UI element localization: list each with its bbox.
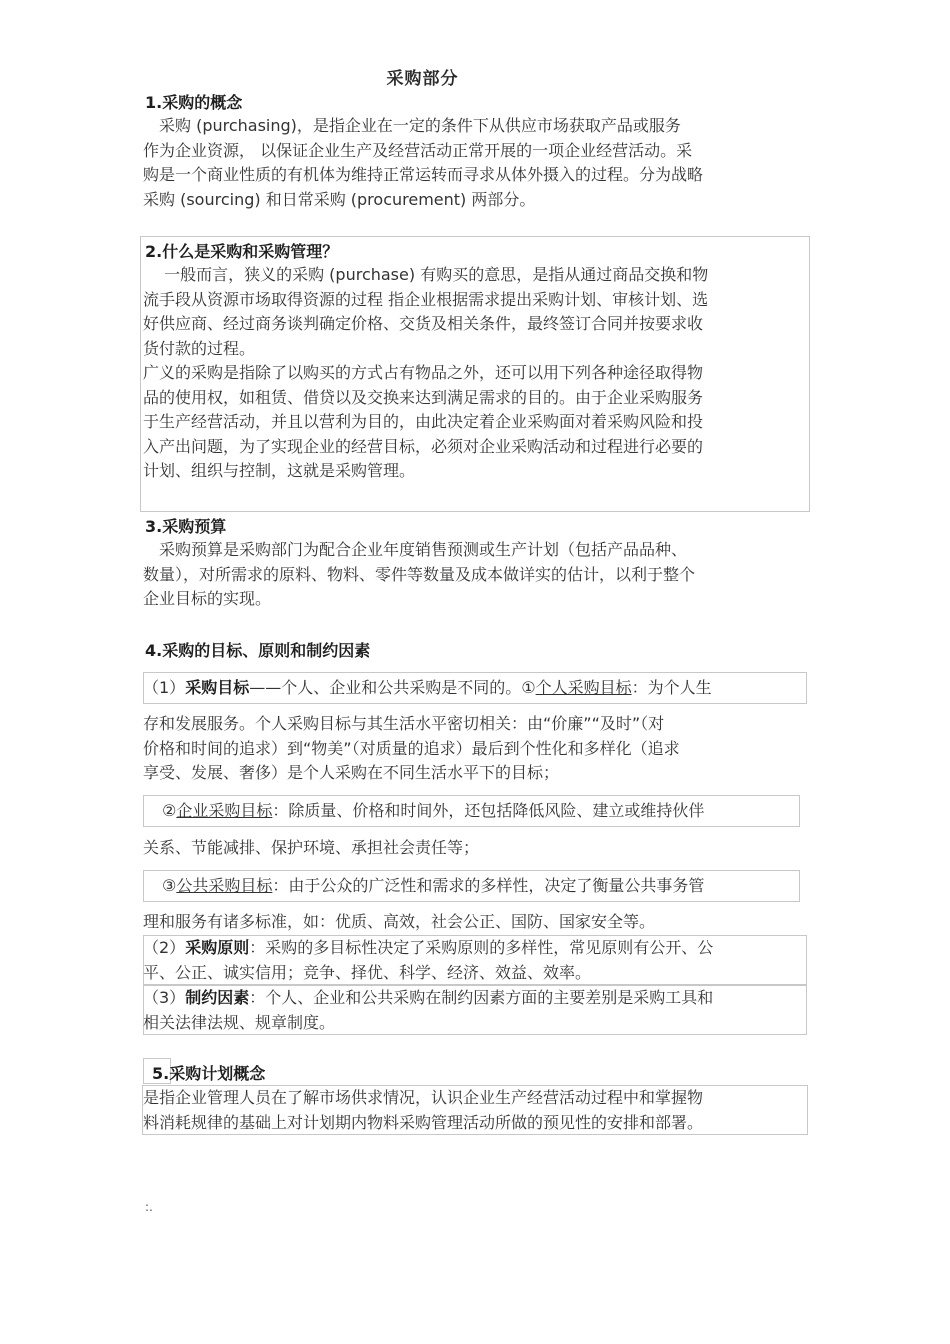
principle-label: 采购原则 [185,938,250,957]
page-title: 采购部分 [386,69,459,89]
text-line: 一般而言，狭义的采购 (purchase) 有购买的意思，是指从通过商品交换和物 [143,265,709,284]
section-1-heading: 1.采购的概念 [145,93,243,112]
text-line: 采购 (purchasing)，是指企业在一定的条件下从供应市场获取产品或服务 [143,116,681,135]
constraint-label: 制约因素 [185,988,250,1007]
text-line: 货付款的过程。 [143,338,256,358]
text-line: 计划、组织与控制，这就是采购管理。 [143,461,416,480]
enterprise-goal-line-2: 关系、节能减排、保护环境、承担社会责任等； [143,838,480,857]
text-line: 存和发展服务。个人采购目标与其生活水平密切相关：由“价廉”“及时”（对 [143,714,665,733]
section-1-body [143,114,818,212]
enterprise-goal-mark: ② [162,801,177,820]
text-line: 相关法律法规、规章制度。 [143,1012,336,1032]
text-line: 于生产经营活动，并且以营利为目的，由此决定着企业采购面对着采购风险和投 [143,412,704,431]
goal-first-line [143,676,818,701]
text-line: 企业目标的实现。 [143,589,272,608]
text-line: 流手段从资源市场取得资源的过程 指企业根据需求提出采购计划、审核计划、选 [143,289,709,309]
section-3-body [143,538,818,612]
public-goal-text: ：由于公众的广泛性和需求的多样性，决定了衡量公共事务管 [272,876,705,895]
text-line: 采购 (sourcing) 和日常采购 (procurement) 两部分。 [143,189,536,209]
section-3-heading: 3.采购预算 [145,517,227,536]
constraint-body [143,986,818,1035]
text-line: 平、公正、诚实信用；竞争、择优、科学、经济、效益、效率。 [143,962,592,982]
constraint-text: ：个人、企业和公共采购在制约因素方面的主要差别是采购工具和 [249,988,714,1007]
text-line [143,936,818,961]
section-2-body [143,263,818,484]
personal-goal-label: 个人采购目标 [535,678,632,697]
text-line: 品的使用权，如租赁、借贷以及交换来达到满足需求的目的。由于企业采购服务 [143,387,704,407]
enterprise-goal-text: ：除质量、价格和时间外，还包括降低风险、建立或维持伙伴 [272,801,705,820]
text-line: 购是一个商业性质的有机体为维持正常运转而寻求从体外摄入的过程。分为战略 [143,165,704,184]
personal-goal-body [143,712,818,786]
text-line: 入产出问题，为了实现企业的经营目标，必须对企业采购活动和过程进行必要的 [143,436,704,456]
principle-body [143,936,818,985]
goal-intro: ——个人、企业和公共采购是不同的。① [249,678,536,697]
text-line: 是指企业管理人员在了解市场供求情况，认识企业生产经营活动过程中和掌握物 [143,1088,704,1107]
page-footer-mark: :. [145,1200,153,1214]
principle-text: ：采购的多目标性决定了采购原则的多样性，常见原则有公开、公 [249,938,714,957]
enterprise-goal-label: 企业采购目标 [176,801,273,820]
goal-prefix: （1） [143,678,186,697]
public-goal-mark: ③ [162,876,177,895]
enterprise-goal-line-1 [162,799,837,824]
section-5-body [143,1086,818,1135]
public-goal-line-2: 理和服务有诸多标准，如：优质、高效，社会公正、国防、国家安全等。 [143,912,656,931]
text-line: 广义的采购是指除了以购买的方式占有物品之外，还可以用下列各种途径取得物 [143,363,704,382]
text-line: 采购预算是采购部门为配合企业年度销售预测或生产计划（包括产品品种、 [143,540,688,559]
text-line: 料消耗规律的基础上对计划期内物料采购管理活动所做的预见性的安排和部署。 [143,1112,704,1132]
section-5-heading: 5.采购计划概念 [152,1064,266,1083]
text-line: 好供应商、经过商务谈判确定价格、交货及相关条件，最终签订合同并按要求收 [143,314,704,333]
public-goal-label: 公共采购目标 [176,876,273,895]
text-line: 享受、发展、奢侈）是个人采购在不同生活水平下的目标； [143,763,560,782]
principle-prefix: （2） [143,938,186,957]
text-line: 价格和时间的追求）到“物美”（对质量的追求）最后到个性化和多样化（追求 [143,738,680,758]
text-line: 数量），对所需求的原料、物料、零件等数量及成本做详实的估计，以利于整个 [143,564,696,584]
text-line: 作为企业资源， 以保证企业生产及经营活动正常开展的一项企业经营活动。采 [143,140,693,160]
goal-label: 采购目标 [185,678,250,697]
text-line [143,986,818,1011]
personal-goal-text: ：为个人生 [631,678,712,697]
section-2-heading: 2.什么是采购和采购管理？ [145,242,339,261]
section-4-heading: 4.采购的目标、原则和制约因素 [145,641,371,660]
constraint-prefix: （3） [143,988,186,1007]
public-goal-line-1 [162,874,837,899]
